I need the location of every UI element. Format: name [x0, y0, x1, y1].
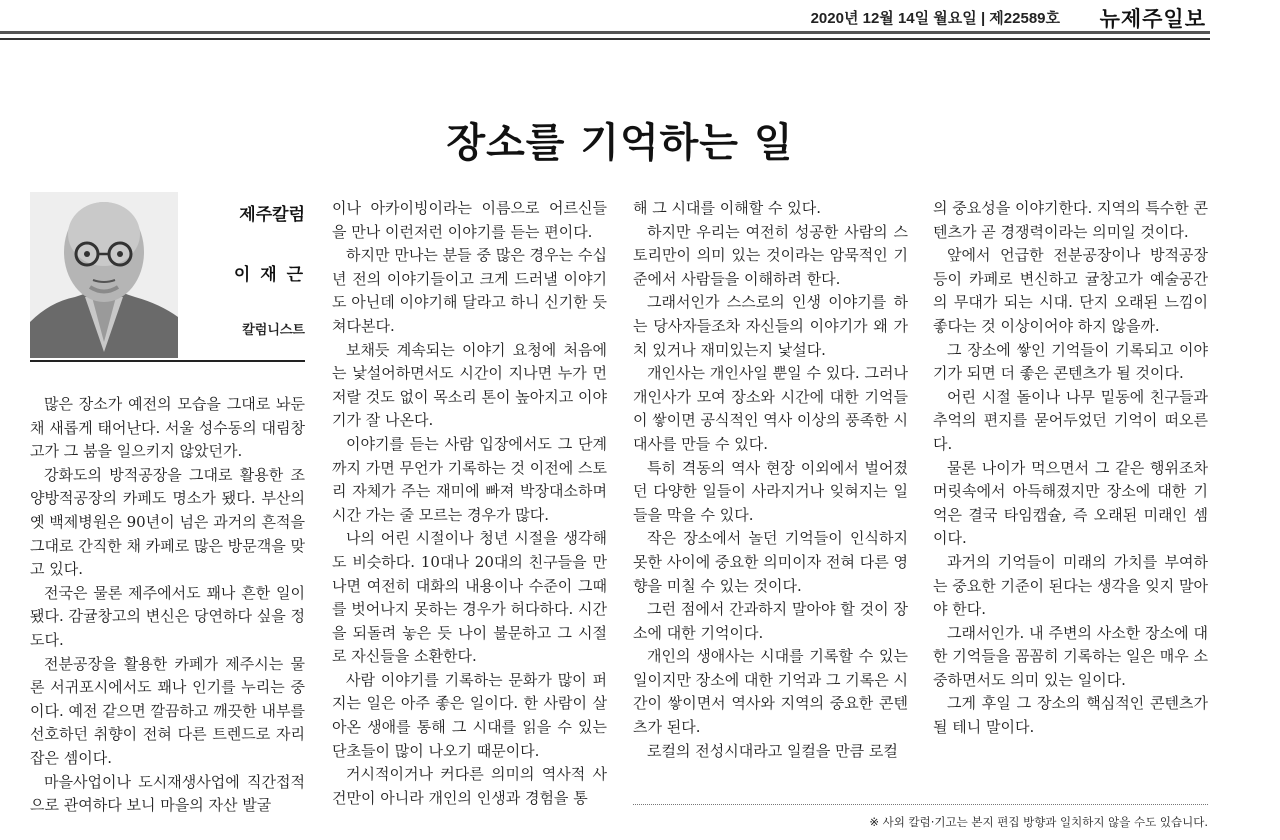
article-column-2: [332, 197, 607, 810]
paragraph-continued: 이나 아카이빙이라는 이름으로 어르신들을 만나 이런저런 이야기를 듣는 편이다.: [332, 199, 607, 241]
disclaimer-note: ※ 사외 칼럼·기고는 본지 편집 방향과 일치하지 않을 수도 있습니다.: [869, 815, 1208, 829]
masthead-rule-top: [0, 31, 1210, 34]
paragraph: 그게 후일 그 장소의 핵심적인 콘텐츠가 될 테니 말이다.: [933, 694, 1208, 737]
paragraph: 작은 장소에서 놀던 기억들이 인식하지 못한 사이에 중요한 의미이자 전혀 다른 영향을 미칠 수 있는 것이다.: [633, 529, 908, 595]
footer-divider: [633, 804, 1208, 805]
paragraph: 그 장소에 쌓인 기억들이 기록되고 이야기가 되면 더 좋은 콘텐츠가 될 것이다.: [933, 340, 1208, 383]
article-column-4: [933, 197, 1208, 740]
author-role: 칼럼니스트: [242, 323, 305, 338]
paragraph: 보채듯 계속되는 이야기 요청에 처음에는 낯설어하면서도 시간이 지나면 누가 먼저랄 것도 없이 목소리 톤이 높아지고 이야기가 잘 나온다.: [332, 340, 607, 430]
paragraph: 강화도의 방적공장을 그대로 활용한 조양방적공장의 카페도 명소가 됐다. 부산의 옛 백제병원은 90년이 넘은 과거의 흔적을 그대로 간직한 채 카페로 많은 방문객을 맞고 있다.: [30, 465, 305, 579]
paragraph: 물론 나이가 먹으면서 그 같은 행위조차 머릿속에서 아득해졌지만 장소에 대한 기억은 결국 타임캡슐, 즉 오래된 미래인 셈이다.: [933, 458, 1208, 548]
paragraph: 하지만 만나는 분들 중 많은 경우는 수십년 전의 이야기들이고 크게 드러낼 이야기도 아닌데 이야기해 달라고 하니 신기한 듯 쳐다본다.: [332, 246, 607, 335]
paragraph-continued: 의 중요성을 이야기한다. 지역의 특수한 콘텐츠가 곧 경쟁력이라는 의미일 것이다.: [933, 199, 1208, 241]
paragraph: 거시적이거나 커다른 의미의 역사적 사건만이 아니라 개인의 인생과 경험을 통: [332, 765, 607, 807]
article-column-1: [30, 393, 305, 818]
article-title: 장소를 기억하는 일: [446, 118, 794, 166]
paragraph: 과거의 기억들이 미래의 가치를 부여하는 중요한 기준이 된다는 생각을 잊지 말아야 한다.: [933, 552, 1208, 619]
columnist-portrait-icon: [30, 192, 178, 358]
paragraph: 그런 점에서 간과하지 말아야 할 것이 장소에 대한 기억이다.: [633, 600, 908, 642]
masthead: [0, 0, 1210, 30]
author-name: 이 재 근: [233, 265, 305, 285]
paragraph: 많은 장소가 예전의 모습을 그대로 놔둔 채 새롭게 태어난다. 서울 성수동의 대림창고가 그 붐을 일으키지 않았던가.: [30, 395, 305, 461]
paragraph: 전국은 물론 제주에서도 꽤나 흔한 일이 됐다. 감귤창고의 변신은 당연하다 싶을 정도다.: [30, 583, 305, 649]
issue-date: 2020년 12월 14일 월요일 | 제22589호: [810, 10, 1060, 27]
paragraph: 이야기를 듣는 사람 입장에서도 그 단계까지 가면 무언가 기록하는 것 이전에 스토리 자체가 주는 재미에 빠져 박장대소하며 시간 가는 줄 모르는 경우가 많다.: [332, 434, 607, 524]
newspaper-logo: 뉴제주일보: [1099, 7, 1206, 31]
paragraph: 사람 이야기를 기록하는 문화가 많이 퍼지는 일은 아주 좋은 일이다. 한 사람이 살아온 생애를 통해 그 시대를 읽을 수 있는 단초들이 많이 나오기 때문이다.: [332, 670, 607, 760]
paragraph-continued: 해 그 시대를 이해할 수 있다.: [633, 199, 821, 217]
paragraph: 그래서인가. 내 주변의 사소한 장소에 대한 기억들을 꼼꼼히 기록하는 일은 매우 소중하면서도 의미 있는 일이다.: [933, 623, 1208, 689]
masthead-rule-bottom: [0, 38, 1210, 40]
paragraph: 어린 시절 돌이나 나무 밑동에 친구들과 추억의 편지를 묻어두었던 기억이 떠오른다.: [933, 387, 1208, 453]
paragraph: 특히 격동의 역사 현장 이외에서 벌어졌던 다양한 일들이 사라지거나 잊혀지는 일들을 막을 수 있다.: [633, 458, 908, 524]
paragraph: 개인사는 개인사일 뿐일 수 있다. 그러나 개인사가 모여 장소와 시간에 대한 기억들이 쌓이면 공식적인 역사 이상의 풍족한 시대사를 만들 수 있다.: [633, 364, 908, 453]
paragraph: 하지만 우리는 여전히 성공한 사람의 스토리만이 의미 있는 것이라는 암묵적인 기준에서 사람들을 이해하려 한다.: [633, 222, 908, 288]
article-column-3: [633, 197, 908, 763]
paragraph: 앞에서 언급한 전분공장이나 방적공장 등이 카페로 변신하고 귤창고가 예술공간의 무대가 되는 시대. 단지 오래된 느낌이 좋다는 것 이상이어야 하지 않을까.: [933, 246, 1208, 335]
paragraph: 그래서인가 스스로의 인생 이야기를 하는 당사자들조차 자신들의 이야기가 왜 가치 있거나 재미있는지 낯설다.: [633, 293, 908, 359]
column-section-label: 제주칼럼: [239, 205, 305, 225]
paragraph: 전분공장을 활용한 카페가 제주시는 물론 서귀포시에서도 꽤나 인기를 누리는 중이다. 예전 같으면 깔끔하고 깨끗한 내부를 선호하던 취향이 전혀 다른 트렌드로 자리 잡은 셈이다.: [30, 654, 305, 767]
paragraph: 로컬의 전성시대라고 일컬을 만큼 로컬: [647, 741, 898, 760]
paragraph: 개인의 생애사는 시대를 기록할 수 있는 일이지만 장소에 대한 기억과 그 기록은 시간이 쌓이면서 역사와 지역의 중요한 콘텐츠가 된다.: [633, 647, 908, 737]
paragraph: 마을사업이나 도시재생사업에 직간접적으로 관여하다 보니 마을의 자산 발굴: [30, 772, 305, 815]
byline: [30, 192, 305, 362]
paragraph: 나의 어린 시절이나 청년 시절을 생각해도 비슷하다. 10대나 20대의 친구들을 만나면 여전히 대화의 내용이나 수준이 그때를 벗어나지 못하는 경우가 허다하다. 시간을 되돌려 놓은 듯 나이 불문하고 그 시절로 자신들을 소환한다.: [332, 529, 607, 666]
